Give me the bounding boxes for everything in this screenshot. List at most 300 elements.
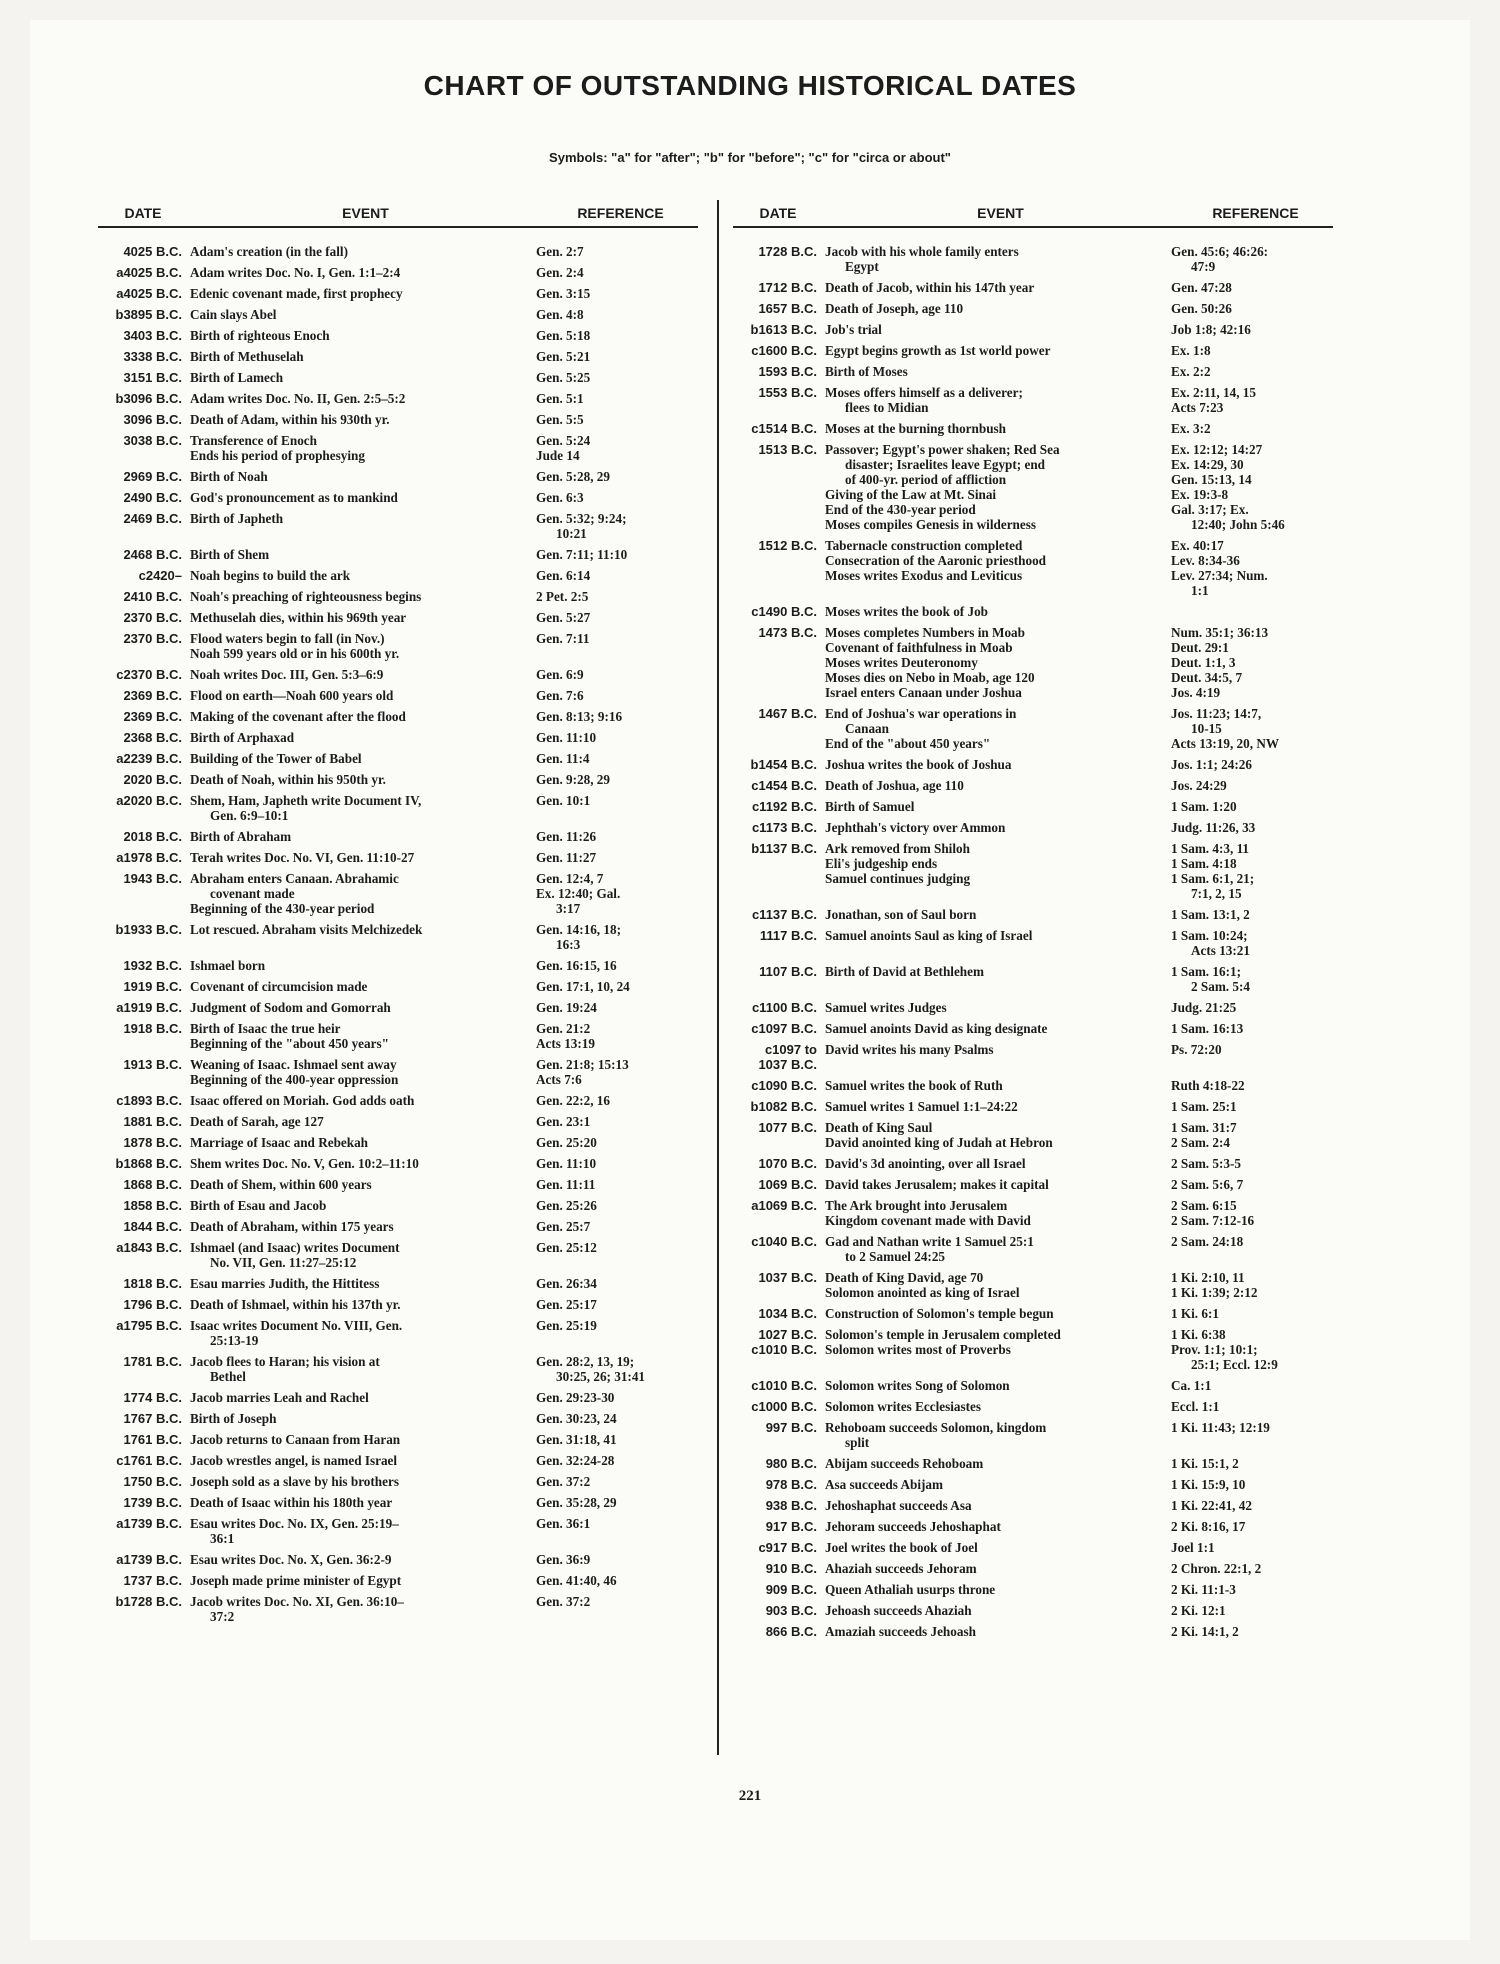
event-cell (825, 1234, 1165, 1264)
date-cell: 866 B.C. (765, 1624, 817, 1639)
event-cell (825, 1000, 1165, 1015)
event-cell (190, 871, 530, 916)
date-cell: c917 B.C. (758, 1540, 817, 1555)
table-row (733, 1624, 1333, 1639)
table-row (98, 1198, 698, 1213)
reference-cell (1165, 1156, 1333, 1171)
event-cell-line: Jacob with his whole family enters (825, 244, 1019, 259)
table-row (98, 709, 698, 724)
date-cell: a1843 B.C. (116, 1240, 182, 1255)
date-header: DATE (759, 205, 797, 221)
date-cell: c1137 B.C. (751, 907, 817, 922)
reference-cell-line: Num. 35:1; 36:13 (1171, 625, 1269, 640)
event-cell-line: David writes his many Psalms (825, 1042, 994, 1057)
table-row (98, 547, 698, 562)
reference-cell (530, 1114, 698, 1129)
date-cell: 1750 B.C. (123, 1474, 182, 1489)
table-row (733, 706, 1333, 751)
table-row (733, 1156, 1333, 1171)
date-cell: c1010 B.C. (751, 1378, 817, 1393)
event-cell (190, 469, 530, 484)
reference-cell-line: Jos. 24:29 (1171, 778, 1227, 793)
reference-cell (530, 433, 698, 463)
table-row (98, 793, 698, 823)
reference-cell-line: Gen. 8:13; 9:16 (536, 709, 623, 724)
reference-cell (530, 1411, 698, 1426)
reference-cell (530, 1390, 698, 1405)
event-cell-line: 25:13-19 (210, 1333, 259, 1348)
reference-cell-line: 1 Sam. 10:24; (1171, 928, 1248, 943)
event-cell (190, 1114, 530, 1129)
reference-cell-line: Gen. 15:13, 14 (1171, 472, 1252, 487)
reference-cell (1165, 1120, 1333, 1150)
table-row (733, 820, 1333, 835)
event-cell (825, 1342, 1165, 1372)
event-cell (190, 265, 530, 280)
table-row (733, 1270, 1333, 1300)
event-cell-line: Ishmael (and Isaac) writes Document (190, 1240, 400, 1255)
event-cell-line: The Ark brought into Jerusalem (825, 1198, 1008, 1213)
reference-cell-line: Gen. 7:11; 11:10 (536, 547, 628, 562)
event-cell-line: Death of Adam, within his 930th yr. (190, 412, 390, 427)
reference-cell-line: Acts 13:19, 20, NW (1171, 736, 1280, 751)
reference-cell-line: Ex. 40:17 (1171, 538, 1224, 553)
table-row (98, 979, 698, 994)
reference-cell (530, 1276, 698, 1291)
date-cell: 1037 B.C. (758, 1270, 817, 1285)
reference-cell-line: Gen. 11:10 (536, 1156, 597, 1171)
event-cell-line: Joshua writes the book of Joshua (825, 757, 1012, 772)
reference-cell-line: 1 Ki. 15:1, 2 (1171, 1456, 1239, 1471)
reference-cell-line: 2 Pet. 2:5 (536, 589, 589, 604)
event-cell-line: of 400-yr. period of affliction (845, 472, 1007, 487)
event-cell (190, 307, 530, 322)
event-cell-line: Birth of Esau and Jacob (190, 1198, 327, 1213)
event-cell (825, 1177, 1165, 1192)
event-cell (190, 1057, 530, 1087)
date-cell: 1858 B.C. (123, 1198, 182, 1213)
reference-header: REFERENCE (577, 205, 664, 221)
reference-cell-line: 3:17 (556, 901, 581, 916)
reference-cell (530, 958, 698, 973)
event-cell-line: Flood waters begin to fall (in Nov.) (190, 631, 385, 646)
reference-cell-line: 2 Sam. 5:3-5 (1171, 1156, 1241, 1171)
event-cell-line: Making of the covenant after the flood (190, 709, 406, 724)
date-cell: 1737 B.C. (123, 1573, 182, 1588)
table-row (733, 1378, 1333, 1393)
reference-cell (530, 547, 698, 562)
reference-cell (530, 1093, 698, 1108)
reference-cell (1165, 964, 1333, 994)
table-row (733, 1120, 1333, 1150)
date-cell: 2369 B.C. (123, 709, 182, 724)
table-row (98, 1573, 698, 1588)
event-cell (825, 1498, 1165, 1513)
event-cell (825, 1099, 1165, 1114)
date-cell: a1795 B.C. (116, 1318, 182, 1333)
reference-cell-line: Ex. 19:3-8 (1171, 487, 1229, 502)
date-cell: 2369 B.C. (123, 688, 182, 703)
table-row (733, 1078, 1333, 1093)
date-cell: 1512 B.C. (758, 538, 817, 553)
date-cell: 1919 B.C. (123, 979, 182, 994)
event-cell-line: Edenic covenant made, first prophecy (190, 286, 403, 301)
date-cell: a1069 B.C. (751, 1198, 817, 1213)
date-cell: c1761 B.C. (116, 1453, 182, 1468)
reference-cell (530, 1432, 698, 1447)
reference-cell-line: Deut. 34:5, 7 (1171, 670, 1243, 685)
event-cell-line: Weaning of Isaac. Ishmael sent away (190, 1057, 397, 1072)
reference-header: REFERENCE (1212, 205, 1299, 221)
date-cell: 1513 B.C. (758, 442, 817, 457)
table-row (98, 772, 698, 787)
event-cell (190, 730, 530, 745)
event-cell (190, 772, 530, 787)
reference-cell-line: Gen. 25:17 (536, 1297, 597, 1312)
reference-cell-line: Gen. 2:4 (536, 265, 584, 280)
reference-cell-line: Joel 1:1 (1171, 1540, 1215, 1555)
event-cell-line: Flood on earth—Noah 600 years old (190, 688, 394, 703)
reference-cell-line: Gen. 25:26 (536, 1198, 597, 1213)
event-cell (190, 349, 530, 364)
date-cell: b1868 B.C. (115, 1156, 182, 1171)
event-cell (190, 1198, 530, 1213)
table-row (733, 364, 1333, 379)
event-cell-line: Joseph made prime minister of Egypt (190, 1573, 402, 1588)
date-cell: a4025 B.C. (116, 286, 182, 301)
right-column-header (733, 200, 1333, 228)
event-cell (190, 610, 530, 625)
event-cell-line: Moses writes Deuteronomy (825, 655, 978, 670)
event-cell-line: Ahaziah succeeds Jehoram (825, 1561, 977, 1576)
date-cell: 1069 B.C. (758, 1177, 817, 1192)
event-cell-line: Asa succeeds Abijam (825, 1477, 943, 1492)
event-cell-line: Jacob writes Doc. No. XI, Gen. 36:10– (190, 1594, 404, 1609)
reference-cell (530, 850, 698, 865)
reference-cell (1165, 1399, 1333, 1414)
date-cell: 1796 B.C. (123, 1297, 182, 1312)
reference-cell-line: 2 Chron. 22:1, 2 (1171, 1561, 1262, 1576)
event-cell-line: Death of Jacob, within his 147th year (825, 280, 1035, 295)
table-row (98, 850, 698, 865)
event-cell-line: Solomon's temple in Jerusalem completed (825, 1327, 1061, 1342)
reference-cell-line: Deut. 1:1, 3 (1171, 655, 1236, 670)
event-cell (825, 1198, 1165, 1228)
table-row (98, 1093, 698, 1108)
event-cell-line: Birth of Samuel (825, 799, 915, 814)
reference-cell (530, 328, 698, 343)
date-cell: b1728 B.C. (115, 1594, 182, 1609)
table-row (733, 1561, 1333, 1576)
reference-cell-line: 2 Ki. 8:16, 17 (1171, 1519, 1246, 1534)
table-row (733, 1519, 1333, 1534)
date-cell: c1490 B.C. (751, 604, 817, 619)
reference-cell (1165, 1099, 1333, 1114)
reference-cell (530, 1021, 698, 1051)
table-row (733, 1021, 1333, 1036)
table-row (98, 667, 698, 682)
event-cell-line: Covenant of circumcision made (190, 979, 368, 994)
table-row (98, 433, 698, 463)
reference-cell-line: 1 Sam. 4:3, 11 (1171, 841, 1250, 856)
event-cell (825, 1561, 1165, 1576)
event-cell-line: Transference of Enoch (190, 433, 317, 448)
event-cell-line: Esau writes Doc. No. IX, Gen. 25:19– (190, 1516, 399, 1531)
date-cell: c1040 B.C. (751, 1234, 817, 1249)
event-cell (190, 1411, 530, 1426)
event-cell (190, 286, 530, 301)
reference-cell-line: 1 Ki. 6:38 (1171, 1327, 1226, 1342)
reference-cell (1165, 625, 1333, 700)
reference-cell (1165, 301, 1333, 316)
table-row (733, 301, 1333, 316)
table-row (98, 1495, 698, 1510)
event-cell-line: Moses at the burning thornbush (825, 421, 1006, 436)
page-number: 221 (738, 1788, 762, 1804)
reference-cell (530, 751, 698, 766)
table-row (98, 1516, 698, 1546)
event-cell-line: Jehoshaphat succeeds Asa (825, 1498, 972, 1513)
event-cell-line: Isaac offered on Moriah. God adds oath (190, 1093, 415, 1108)
reference-cell-line: Gen. 23:1 (536, 1114, 591, 1129)
event-cell-line: Shem, Ham, Japheth write Document IV, (190, 793, 422, 808)
event-cell (825, 1042, 1165, 1057)
left-rows (98, 228, 698, 1624)
event-cell (190, 1318, 530, 1348)
reference-cell (1165, 1582, 1333, 1597)
event-cell-line: Samuel continues judging (825, 871, 971, 886)
reference-cell-line: 1 Ki. 6:1 (1171, 1306, 1219, 1321)
reference-cell (530, 1573, 698, 1588)
reference-cell (1165, 280, 1333, 295)
event-cell (190, 1516, 530, 1546)
reference-cell-line: Jude 14 (536, 448, 580, 463)
reference-cell-line: Gen. 11:27 (536, 850, 597, 865)
date-cell: 1913 B.C. (123, 1057, 182, 1072)
table-row (733, 1177, 1333, 1192)
reference-cell (530, 1474, 698, 1489)
reference-cell-line: Gen. 6:3 (536, 490, 584, 505)
event-cell-line: Bethel (210, 1369, 246, 1384)
event-cell-line: Esau writes Doc. No. X, Gen. 36:2-9 (190, 1552, 392, 1567)
reference-cell-line: Gen. 21:8; 15:13 (536, 1057, 629, 1072)
date-cell: c1090 B.C. (751, 1078, 817, 1093)
right-column (733, 200, 1333, 1639)
event-cell (190, 751, 530, 766)
table-row (733, 244, 1333, 274)
reference-cell (1165, 1540, 1333, 1555)
event-cell (190, 547, 530, 562)
date-cell: b1933 B.C. (115, 922, 182, 937)
reference-cell-line: Gen. 14:16, 18; (536, 922, 621, 937)
event-cell-line: Death of Joseph, age 110 (825, 301, 964, 316)
event-cell-line: Kingdom covenant made with David (825, 1213, 1031, 1228)
event-cell-line: Cain slays Abel (190, 307, 277, 322)
reference-cell-line: Gen. 12:4, 7 (536, 871, 604, 886)
table-row (98, 1390, 698, 1405)
reference-cell (1165, 1057, 1333, 1072)
reference-cell (530, 568, 698, 583)
event-cell-line: Moses writes Exodus and Leviticus (825, 568, 1023, 583)
reference-cell-line: Gen. 11:26 (536, 829, 597, 844)
event-cell (190, 328, 530, 343)
reference-cell-line: Acts 13:19 (536, 1036, 595, 1051)
event-cell-line: David takes Jerusalem; makes it capital (825, 1177, 1049, 1192)
event-cell (190, 922, 530, 952)
reference-cell (1165, 1498, 1333, 1513)
reference-cell-line: Gen. 10:1 (536, 793, 591, 808)
event-cell (190, 631, 530, 661)
event-cell (825, 1021, 1165, 1036)
event-cell (825, 799, 1165, 814)
reference-cell-line: Gen. 11:11 (536, 1177, 596, 1192)
event-cell (190, 370, 530, 385)
reference-cell-line: 1 Sam. 6:1, 21; (1171, 871, 1255, 886)
reference-cell-line: Gen. 5:18 (536, 328, 591, 343)
reference-cell-line: 2 Ki. 11:1-3 (1171, 1582, 1236, 1597)
reference-cell (530, 1594, 698, 1624)
date-cell: 2370 B.C. (123, 631, 182, 646)
event-cell-line: Job's trial (825, 322, 882, 337)
event-cell-line: Death of Abraham, within 175 years (190, 1219, 394, 1234)
date-cell: c1454 B.C. (751, 778, 817, 793)
table-row (733, 1582, 1333, 1597)
event-cell-line: Birth of Joseph (190, 1411, 277, 1426)
event-cell-line: Noah's preaching of righteousness begins (190, 589, 422, 604)
event-cell-line: Israel enters Canaan under Joshua (825, 685, 1022, 700)
event-cell (190, 412, 530, 427)
reference-cell-line: Jos. 1:1; 24:26 (1171, 757, 1252, 772)
reference-cell (530, 1219, 698, 1234)
reference-cell (530, 730, 698, 745)
reference-cell-line: Acts 7:6 (536, 1072, 582, 1087)
reference-cell-line: Acts 13:21 (1191, 943, 1250, 958)
event-cell-line: Terah writes Doc. No. VI, Gen. 11:10-27 (190, 850, 415, 865)
event-cell (190, 667, 530, 682)
event-cell-line: Construction of Solomon's temple begun (825, 1306, 1054, 1321)
reference-cell (1165, 1000, 1333, 1015)
reference-cell (530, 307, 698, 322)
event-cell-line: No. VII, Gen. 11:27–25:12 (210, 1255, 357, 1270)
date-cell: 1844 B.C. (123, 1219, 182, 1234)
event-cell-line: Canaan (845, 721, 889, 736)
event-cell (825, 1120, 1165, 1150)
reference-cell (530, 688, 698, 703)
event-cell (825, 385, 1165, 415)
date-cell: c2420– (138, 568, 182, 583)
event-cell (825, 322, 1165, 337)
date-cell: 1761 B.C. (123, 1432, 182, 1447)
reference-cell-line: Eccl. 1:1 (1171, 1399, 1220, 1414)
event-cell-line: Beginning of the "about 450 years" (190, 1036, 389, 1051)
event-cell (190, 1474, 530, 1489)
reference-cell (1165, 1342, 1333, 1372)
reference-cell-line: 2 Sam. 5:6, 7 (1171, 1177, 1244, 1192)
table-row (733, 928, 1333, 958)
reference-cell-line: Gen. 50:26 (1171, 301, 1232, 316)
reference-cell-line: Ex. 12:12; 14:27 (1171, 442, 1263, 457)
event-cell (825, 841, 1165, 901)
reference-cell-line: Gen. 29:23-30 (536, 1390, 615, 1405)
date-cell: 1774 B.C. (123, 1390, 182, 1405)
table-row (733, 799, 1333, 814)
event-cell-line: Amaziah succeeds Jehoash (825, 1624, 976, 1639)
event-cell-line: Jephthah's victory over Ammon (825, 820, 1006, 835)
reference-cell (1165, 1378, 1333, 1393)
table-row (733, 1498, 1333, 1513)
table-row (98, 1552, 698, 1567)
reference-cell (1165, 385, 1333, 415)
reference-cell-line: Ps. 72:20 (1171, 1042, 1222, 1057)
event-cell-line: Birth of Lamech (190, 370, 284, 385)
event-cell-line: Abijam succeeds Rehoboam (825, 1456, 984, 1471)
date-cell: 2490 B.C. (123, 490, 182, 505)
event-cell-line: Samuel writes 1 Samuel 1:1–24:22 (825, 1099, 1018, 1114)
table-row (733, 421, 1333, 436)
reference-cell-line: Gen. 17:1, 10, 24 (536, 979, 630, 994)
event-cell-line: 36:1 (210, 1531, 235, 1546)
table-row (98, 589, 698, 604)
reference-cell (1165, 1270, 1333, 1300)
reference-cell (530, 922, 698, 952)
reference-cell-line: Ex. 14:29, 30 (1171, 457, 1244, 472)
event-cell-line: Birth of Isaac the true heir (190, 1021, 341, 1036)
date-cell: c1514 B.C. (751, 421, 817, 436)
reference-cell-line: 1 Ki. 1:39; 2:12 (1171, 1285, 1258, 1300)
reference-cell-line: Gen. 22:2, 16 (536, 1093, 610, 1108)
table-row (98, 1021, 698, 1051)
event-cell (825, 1624, 1165, 1639)
date-cell: 1107 B.C. (759, 964, 817, 979)
reference-cell (1165, 778, 1333, 793)
event-cell (190, 1135, 530, 1150)
date-cell: b1454 B.C. (750, 757, 817, 772)
reference-cell-line: Judg. 21:25 (1171, 1000, 1237, 1015)
event-cell (190, 1432, 530, 1447)
date-cell: 3038 B.C. (123, 433, 182, 448)
event-cell (190, 1276, 530, 1291)
table-row (98, 610, 698, 625)
reference-cell (530, 1177, 698, 1192)
table-row (733, 343, 1333, 358)
event-cell (825, 1540, 1165, 1555)
event-cell-line: Passover; Egypt's power shaken; Red Sea (825, 442, 1060, 457)
table-row (733, 1099, 1333, 1114)
event-cell-line: Ends his period of prophesying (190, 448, 365, 463)
reference-cell-line: 2 Ki. 14:1, 2 (1171, 1624, 1239, 1639)
reference-cell-line: 10-15 (1191, 721, 1222, 736)
event-cell (190, 433, 530, 463)
table-row (98, 1240, 698, 1270)
reference-cell (530, 667, 698, 682)
reference-cell (530, 1198, 698, 1213)
event-cell-line: Ishmael born (190, 958, 266, 973)
reference-cell (1165, 1561, 1333, 1576)
table-row (733, 1399, 1333, 1414)
table-row (98, 265, 698, 280)
date-cell: b3895 B.C. (115, 307, 182, 322)
reference-cell (530, 490, 698, 505)
date-cell: 903 B.C. (765, 1603, 817, 1618)
reference-cell (1165, 343, 1333, 358)
event-cell (190, 589, 530, 604)
event-cell-line: Noah writes Doc. III, Gen. 5:3–6:9 (190, 667, 384, 682)
date-cell: a2020 B.C. (116, 793, 182, 808)
reference-cell (1165, 1234, 1333, 1264)
date-cell: c1893 B.C. (116, 1093, 182, 1108)
event-cell-line: Joseph sold as a slave by his brothers (190, 1474, 399, 1489)
table-row (98, 1177, 698, 1192)
